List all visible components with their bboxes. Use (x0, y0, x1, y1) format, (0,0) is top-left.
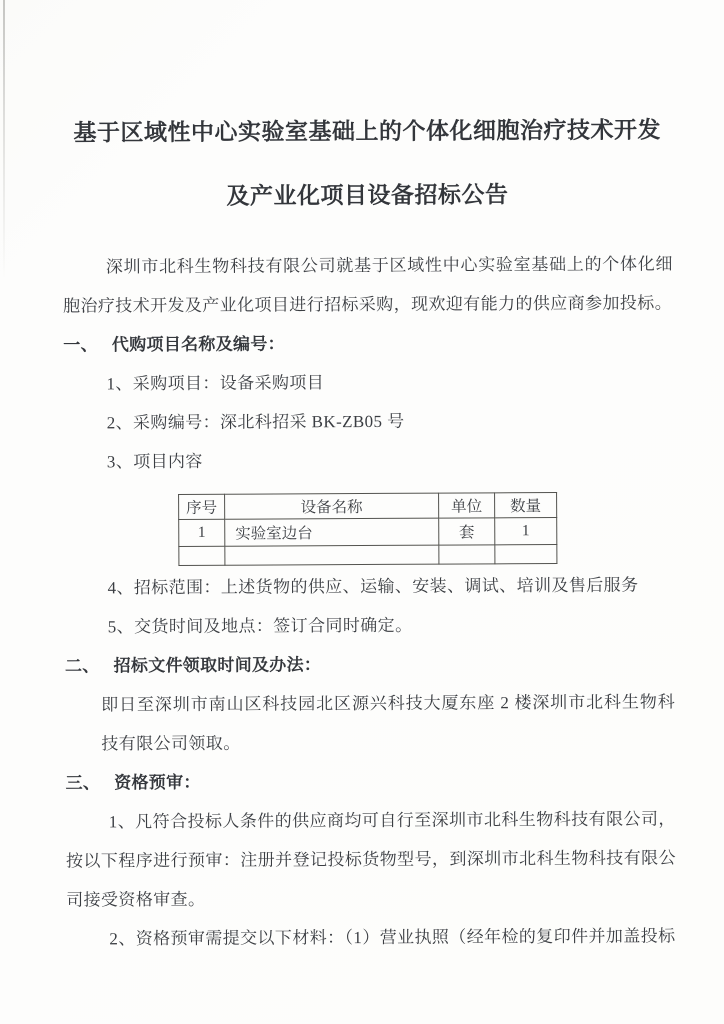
section-one-number: 一、 (63, 335, 98, 355)
section-one-item2: 2、采购编号：深北科招采 BK-ZB05 号 (106, 411, 405, 433)
row1-qty: 1 (495, 518, 557, 545)
section-one-heading (63, 322, 673, 364)
section-three-heading (65, 760, 675, 802)
section-one-item5: 5、交货时间及地点：签订合同时确定。 (107, 615, 413, 637)
col-header-qty: 数量 (495, 493, 557, 518)
equipment-table-row2-empty (179, 545, 557, 566)
section-two-heading (65, 643, 675, 685)
equipment-table-header-row (179, 493, 557, 520)
document-title-line1: 基于区域性中心实验室基础上的个体化细胞治疗技术开发 (73, 117, 661, 146)
intro-line2: 胞治疗技术开发及产业化项目进行招标采购，现欢迎有能力的供应商参加投标。 (63, 293, 673, 316)
section-three-item2-line1: 2、资格预审需提交以下材料：（1）营业执照（经年检的复印件并加盖投标 (109, 926, 676, 949)
section-three-title: 资格预审： (114, 772, 201, 793)
col-header-unit: 单位 (439, 493, 495, 518)
row2-name (225, 545, 439, 565)
row2-unit (439, 545, 495, 564)
section-two-title: 招标文件领取时间及办法： (113, 655, 322, 676)
section-one-item3: 3、项目内容 (106, 451, 203, 472)
intro-paragraph (63, 244, 673, 325)
row2-seq (179, 546, 225, 565)
row2-qty (495, 545, 557, 564)
section-three-item1-line3: 司接受资格审查。 (66, 889, 206, 910)
intro-line1: 深圳市北科生物科技有限公司就基于区域性中心实验室基础上的个体化细 (105, 254, 673, 277)
section-two-number: 二、 (64, 656, 100, 676)
row1-unit: 套 (439, 518, 495, 545)
col-header-name: 设备名称 (225, 493, 439, 519)
section-two-line1: 即日至深圳市南山区科技园北区源兴科技大厦东座 2 楼深圳市北科生物科 (101, 692, 676, 715)
scan-edge-artifact (3, 0, 5, 278)
equipment-table (178, 492, 557, 566)
document-content (62, 98, 676, 958)
section-three-number: 三、 (65, 773, 101, 793)
section-one-title: 代购项目名称及编号： (111, 334, 285, 355)
col-header-seq: 序号 (179, 494, 225, 519)
document-title-line2: 及产业化项目设备招标公告 (226, 182, 509, 209)
section-one-item4: 4、招标范围：上述货物的供应、运输、安装、调试、培训及售后服务 (107, 575, 639, 598)
equipment-table-wrapper (178, 491, 674, 566)
row1-seq: 1 (179, 519, 225, 546)
equipment-table-row1 (179, 518, 557, 547)
row1-name: 实验室边台 (225, 518, 439, 546)
section-three-item1-line1: 1、凡符合投标人条件的供应商均可自行至深圳市北科生物科技有限公司， (108, 809, 676, 832)
document-title (62, 98, 673, 229)
section-one-item1: 1、采购项目：设备采购项目 (106, 373, 325, 394)
section-two-line2: 技有限公司领取。 (101, 733, 241, 754)
section-three-item1-line2: 按以下程序进行预审：注册并登记投标货物型号，到深圳市北科生物科技有限公 (65, 848, 677, 871)
